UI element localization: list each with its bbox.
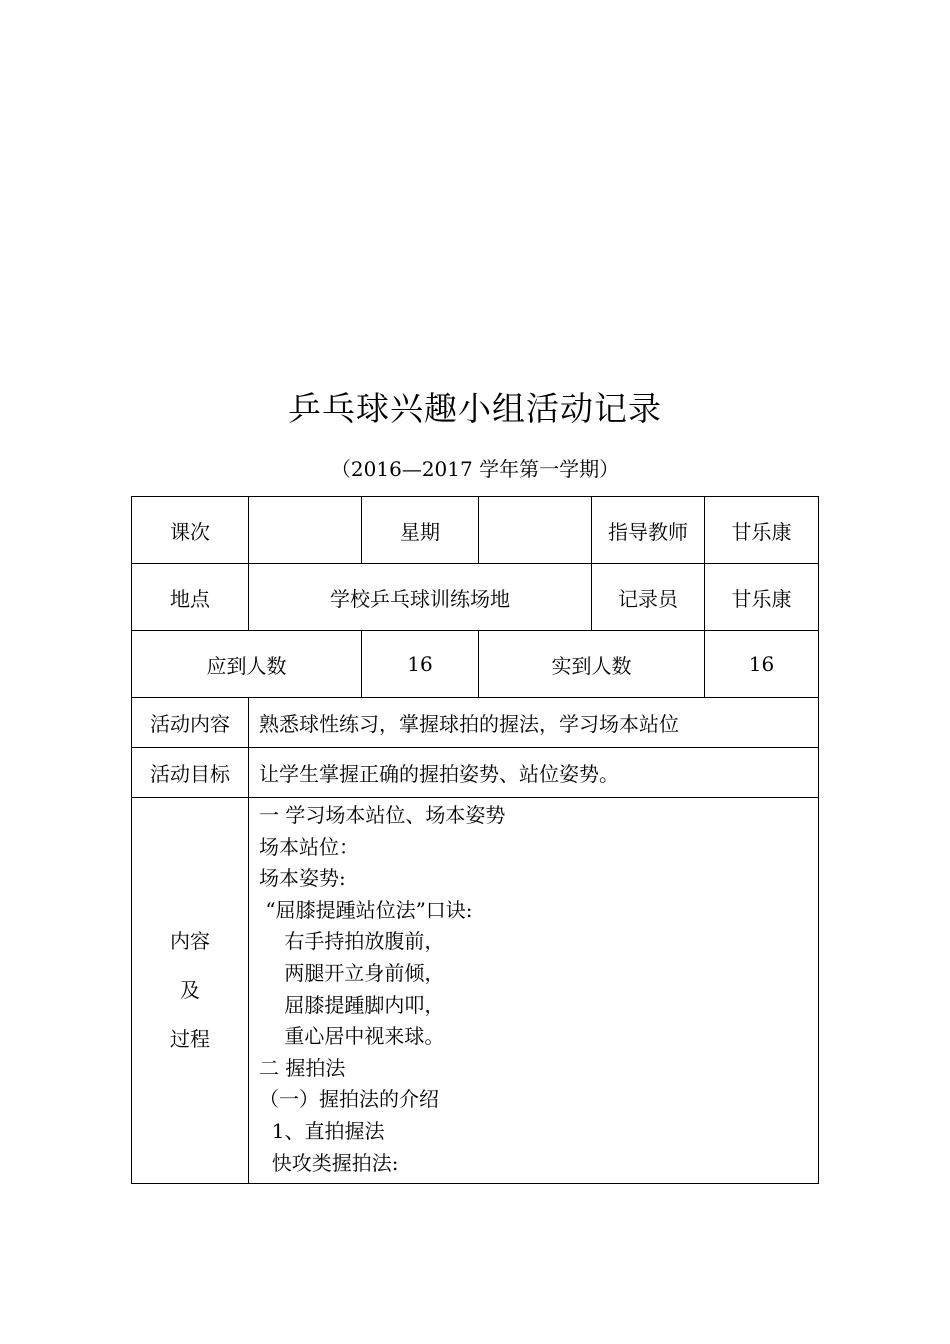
- table-row: [132, 631, 819, 698]
- content-line: 二 握拍法: [259, 1055, 346, 1080]
- activity-goal-label: 活动目标: [132, 748, 249, 798]
- content-line: 右手持拍放腹前，: [259, 929, 445, 954]
- table-row: [132, 798, 819, 1184]
- content-line: 快攻类握拍法:: [259, 1150, 399, 1175]
- content-process-label-line: 过程: [170, 1027, 210, 1052]
- lesson-value: [249, 497, 362, 564]
- teacher-label: 指导教师: [592, 497, 705, 564]
- content-process-label-line: 及: [180, 978, 200, 1003]
- activity-content-label: 活动内容: [132, 698, 249, 748]
- weekday-value: [479, 497, 592, 564]
- activity-content-value: 熟悉球性练习，掌握球拍的握法，学习场本站位: [249, 698, 819, 748]
- table-row: [132, 748, 819, 798]
- location-value: 学校乒乓球训练场地: [249, 564, 592, 631]
- page-subtitle: （2016—2017 学年第一学期）: [330, 457, 620, 481]
- content-line: 屈膝提踵脚内叩，: [259, 992, 445, 1017]
- content-process-body: [249, 798, 819, 1184]
- weekday-label: 星期: [362, 497, 479, 564]
- expected-count-label: 应到人数: [132, 631, 362, 698]
- recorder-label: 记录员: [592, 564, 705, 631]
- activity-record-table: [131, 496, 819, 1184]
- actual-count-value: 16: [705, 631, 819, 698]
- lesson-label: 课次: [132, 497, 249, 564]
- expected-count-value: 16: [362, 631, 479, 698]
- teacher-value: 甘乐康: [705, 497, 819, 564]
- content-line: （一）握拍法的介绍: [259, 1087, 439, 1112]
- location-label: 地点: [132, 564, 249, 631]
- actual-count-label: 实到人数: [479, 631, 705, 698]
- recorder-value: 甘乐康: [705, 564, 819, 631]
- table-row: [132, 497, 819, 564]
- content-process-label: [132, 798, 249, 1184]
- content-line: 场本站位：: [259, 834, 359, 859]
- content-line: 一 学习场本站位、场本姿势: [259, 803, 506, 827]
- activity-goal-value: 让学生掌握正确的握拍姿势、站位姿势。: [249, 748, 819, 798]
- page-title: 乒乓球兴趣小组活动记录: [288, 389, 662, 428]
- content-line: 两腿开立身前倾，: [259, 960, 445, 985]
- table-row: [132, 698, 819, 748]
- table-row: [132, 564, 819, 631]
- content-line: 1、直拍握法: [259, 1118, 385, 1143]
- content-line: “屈膝提踵站位法”口诀:: [259, 897, 473, 922]
- content-line: 重心居中视来球。: [259, 1024, 445, 1049]
- content-process-label-line: 内容: [170, 929, 210, 954]
- content-line: 场本姿势:: [259, 866, 346, 891]
